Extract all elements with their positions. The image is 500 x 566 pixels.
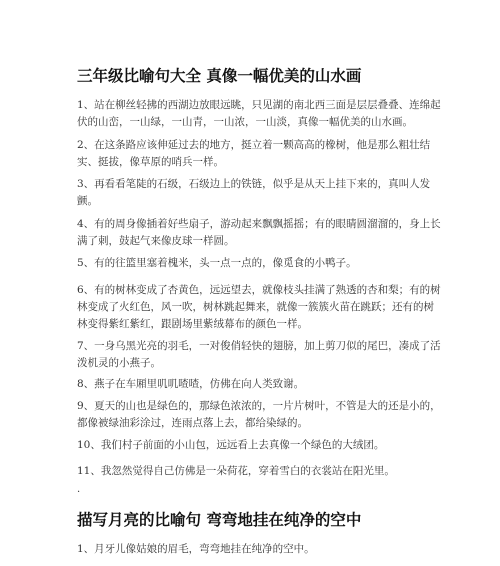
paragraph-7: 7、一身乌黑光亮的羽毛，一对俊俏轻快的翅膀，加上剪刀似的尾巴，凑成了活泼机灵的小燕子。 <box>77 340 441 369</box>
paragraph-10: 10、我们村子前面的小山包，远远看上去真像一个绿色的大绒团。 <box>77 439 385 451</box>
separator-dot: . <box>77 484 81 495</box>
paragraph-2: 2、在这条路应该伸延过去的地方，挺立着一颗高高的橡树，他是那么粗壮结实、挺拔，像草原的哨兵一样。 <box>77 139 431 168</box>
section-heading-metaphors: 三年级比喻句大全 真像一幅优美的山水画 <box>77 67 362 85</box>
paragraph-4: 4、有的周身像插着好些扇子，游动起来飘飘摇摇；有的眼睛圆溜溜的，身上长满了刺，鼓起气来像皮球一样圆。 <box>77 218 441 247</box>
paragraph-11: 11、我忽然觉得自己仿佛是一朵荷花，穿着雪白的衣裳站在阳光里。 <box>77 465 395 477</box>
paragraph-1: 1、站在柳丝轻拂的西湖边放眼远眺，只见湖的南北西三面是层层叠叠、连绵起伏的山峦，一山绿，一山青，一山浓，一山淡，真像一幅优美的山水画。 <box>77 99 441 128</box>
paragraph-3: 3、再看看笔陡的石级，石级边上的铁链，似乎是从天上挂下来的，真叫人发颤。 <box>77 178 431 207</box>
paragraph-9: 9、夏天的山也是绿色的，那绿色浓浓的，一片片树叶，不管是大的还是小的，都像被绿油彩涂过，连雨点落上去，都给染绿的。 <box>77 400 441 429</box>
paragraph-8: 8、燕子在车厢里叽叽喳喳，仿佛在向人类致谢。 <box>77 378 305 390</box>
section-heading-moon: 描写月亮的比喻句 弯弯地挂在纯净的空中 <box>77 511 362 529</box>
paragraph-5: 5、有的往篮里塞着槐米，头一点一点的，像觅食的小鸭子。 <box>77 257 357 269</box>
paragraph-6: 6、有的树林变成了杏黄色，远远望去，就像枝头挂满了熟透的杏和梨；有的树林变成了火红色，风一吹，树林跳起舞来，就像一簇簇火苗在跳跃；还有的树林变得紫红紫红，跟剧场里紫绒幕布的颜色一样。 <box>77 284 441 330</box>
moon-paragraph-1: 1、月牙儿像姑娘的眉毛，弯弯地挂在纯净的空中。 <box>77 543 315 555</box>
